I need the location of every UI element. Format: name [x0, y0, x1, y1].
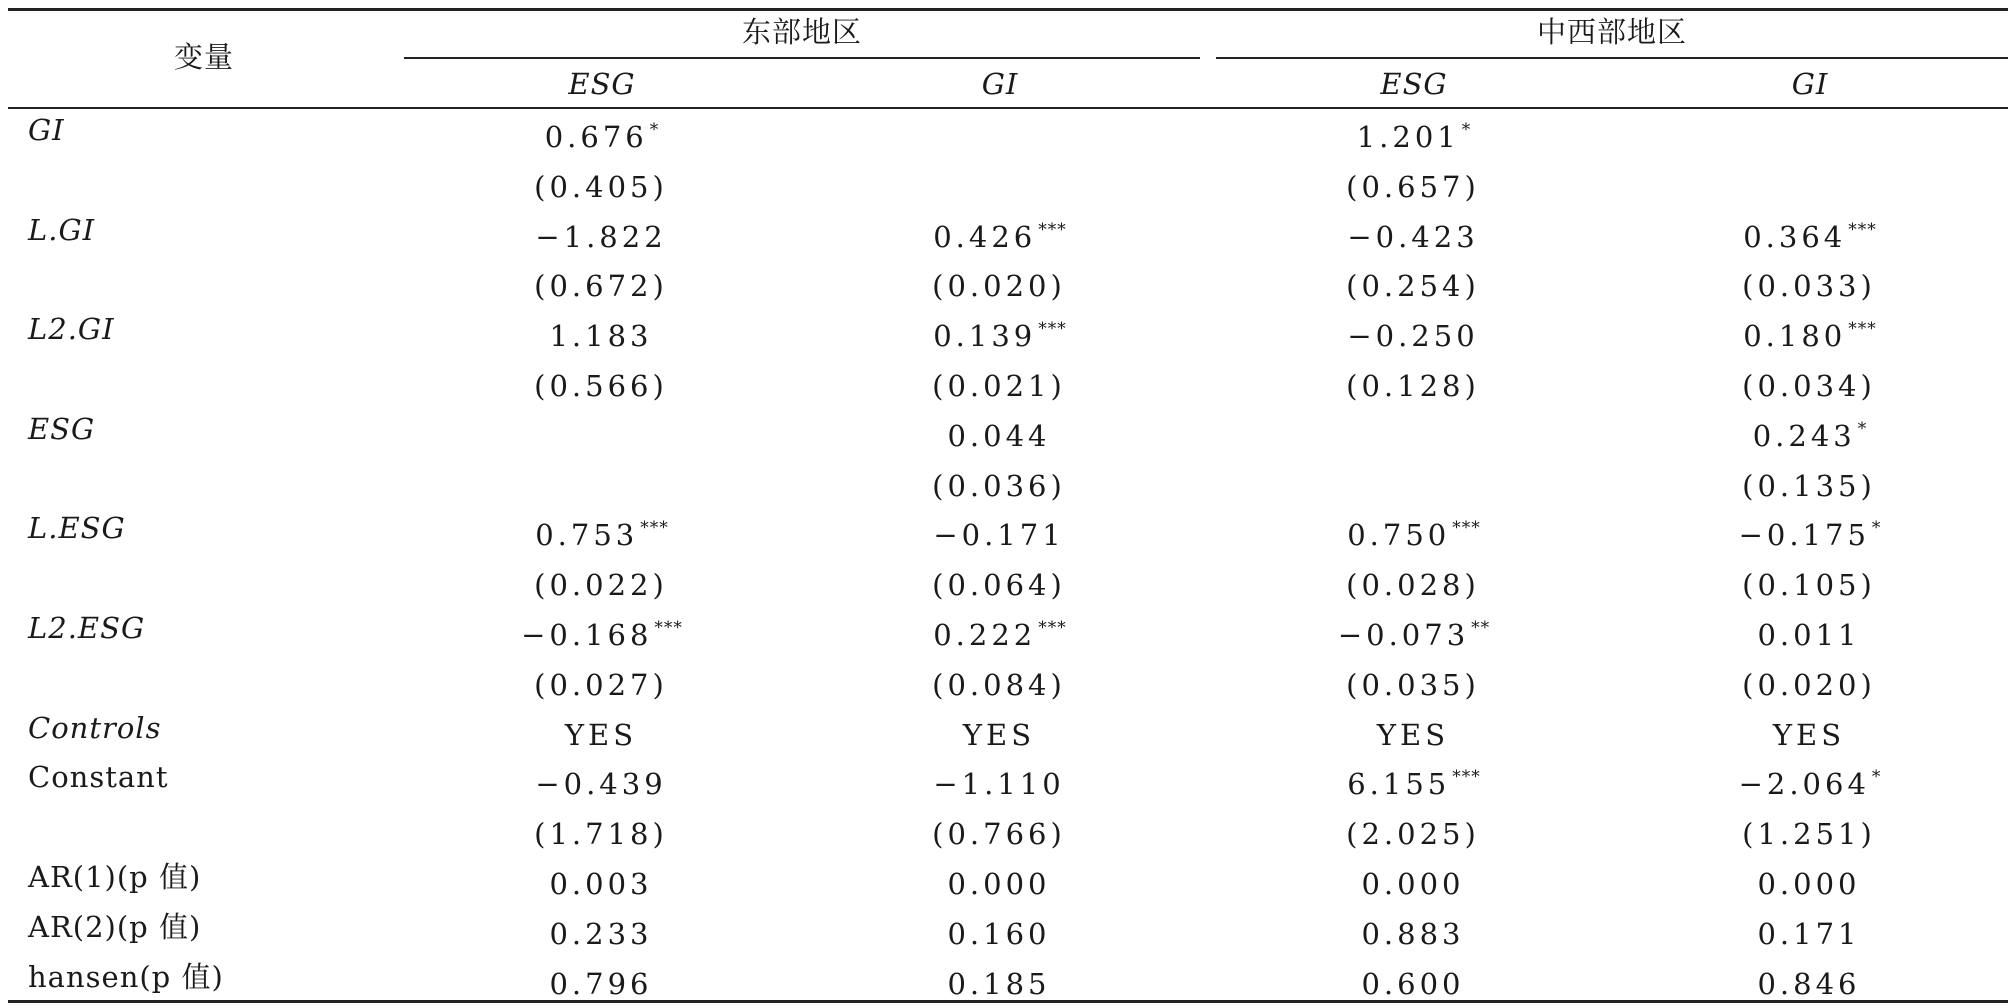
significance-stars: *** — [654, 618, 683, 638]
significance-stars: * — [1871, 518, 1882, 538]
row-label: L.ESG — [28, 511, 126, 545]
cell-gi-central-west — [1757, 611, 1862, 652]
cell-esg-east — [534, 661, 670, 702]
cell-gi-central-west — [1743, 213, 1877, 254]
cell-value: 0.000 — [947, 867, 1051, 901]
cell-esg-central-west — [1346, 163, 1482, 204]
cell-gi-central-west — [1757, 960, 1862, 1001]
cell-gi-east — [932, 661, 1068, 702]
cell-gi-east — [947, 860, 1052, 901]
cell-gi-east — [932, 262, 1068, 303]
cell-value: −0.073 — [1337, 618, 1470, 652]
subheader-gi-east: GI — [981, 67, 1019, 101]
significance-stars: *** — [640, 518, 669, 538]
cell-gi-central-west — [1743, 312, 1877, 353]
cell-value: (0.135) — [1742, 469, 1876, 503]
significance-stars: *** — [1038, 618, 1067, 638]
cell-gi-central-west — [1742, 462, 1878, 503]
cell-value: (2.025) — [1346, 817, 1480, 851]
cell-value: (0.021) — [932, 369, 1066, 403]
row-label: GI — [28, 113, 65, 147]
cell-value: (0.105) — [1742, 568, 1876, 602]
cell-gi-east — [932, 462, 1068, 503]
cell-gi-east — [947, 412, 1052, 453]
cell-esg-east — [601, 412, 603, 453]
cell-value: YES — [962, 718, 1036, 752]
row-label: AR(2)(p 值) — [28, 910, 202, 944]
cell-esg-central-west — [1413, 462, 1415, 503]
table-header-rule — [8, 107, 2008, 109]
cell-esg-central-west — [1338, 611, 1490, 652]
cell-value: 0.044 — [947, 419, 1051, 453]
cell-value: 0.139 — [933, 319, 1037, 353]
row-label: L2.ESG — [28, 611, 146, 645]
cell-value: (0.064) — [932, 568, 1066, 602]
cell-esg-central-west — [1346, 362, 1482, 403]
cell-value: 0.426 — [933, 220, 1037, 254]
cell-gi-east — [999, 113, 1001, 154]
cell-esg-central-west — [1347, 213, 1480, 254]
cell-value: 0.243 — [1752, 419, 1856, 453]
significance-stars: * — [1871, 767, 1882, 787]
cell-gi-central-west — [1742, 561, 1878, 602]
cell-gi-central-west — [1739, 760, 1882, 801]
cell-esg-east — [601, 462, 603, 503]
row-label: hansen(p 值) — [28, 960, 224, 994]
cell-gi-central-west — [1757, 860, 1862, 901]
corner-label: 变量 — [173, 40, 235, 74]
cell-gi-east — [999, 163, 1001, 204]
cell-esg-east — [534, 163, 670, 204]
cell-value: (0.020) — [932, 269, 1066, 303]
cell-gi-central-west — [1757, 910, 1862, 951]
cell-value: 0.180 — [1743, 319, 1847, 353]
cell-gi-central-west — [1742, 810, 1878, 851]
significance-stars: * — [1857, 419, 1868, 439]
cell-value: 0.185 — [947, 967, 1051, 1001]
cell-value: (0.020) — [1742, 668, 1876, 702]
cell-esg-east — [549, 960, 654, 1001]
table-top-rule — [8, 8, 2008, 11]
cell-esg-central-west — [1361, 860, 1466, 901]
cell-esg-east — [521, 611, 683, 652]
cell-gi-central-west — [1742, 661, 1878, 702]
subheader-gi-central-west: GI — [1791, 67, 1829, 101]
cell-value: 0.011 — [1757, 618, 1861, 652]
cell-value: −0.168 — [521, 618, 653, 652]
cell-esg-central-west — [1346, 661, 1482, 702]
significance-stars: *** — [1452, 767, 1481, 787]
cell-gi-central-west — [1773, 711, 1847, 752]
group-underline-east — [404, 57, 1200, 59]
cell-gi-central-west — [1809, 163, 1811, 204]
group-underline-central-west — [1216, 57, 2008, 59]
cell-value: (0.028) — [1346, 568, 1480, 602]
row-label: L2.GI — [28, 312, 115, 346]
cell-value: −0.439 — [535, 767, 667, 801]
cell-gi-east — [933, 511, 1066, 552]
cell-esg-east — [549, 312, 654, 353]
cell-value: (0.254) — [1346, 269, 1480, 303]
significance-stars: *** — [1038, 220, 1067, 240]
cell-esg-east — [534, 810, 670, 851]
cell-value: (0.405) — [534, 170, 668, 204]
cell-value: 0.846 — [1757, 967, 1861, 1001]
cell-value: 0.364 — [1743, 220, 1847, 254]
cell-esg-east — [535, 760, 668, 801]
cell-esg-central-west — [1357, 113, 1472, 154]
cell-esg-central-west — [1377, 711, 1451, 752]
cell-gi-central-west — [1739, 511, 1882, 552]
cell-value: 0.883 — [1361, 917, 1465, 951]
cell-gi-east — [933, 213, 1067, 254]
cell-value: 0.000 — [1361, 867, 1465, 901]
cell-gi-central-west — [1742, 362, 1878, 403]
cell-value: 1.201 — [1356, 120, 1460, 154]
cell-gi-east — [963, 711, 1037, 752]
cell-value: 0.160 — [947, 917, 1051, 951]
cell-esg-central-west — [1346, 262, 1482, 303]
cell-value: 0.000 — [1757, 867, 1861, 901]
cell-esg-central-west — [1346, 561, 1482, 602]
cell-esg-east — [535, 511, 669, 552]
cell-value: (1.718) — [534, 817, 668, 851]
cell-value: 0.222 — [933, 618, 1037, 652]
cell-esg-east — [549, 860, 654, 901]
row-label: AR(1)(p 值) — [28, 860, 202, 894]
cell-value: 0.676 — [544, 120, 648, 154]
cell-gi-central-west — [1742, 262, 1878, 303]
row-label: Constant — [28, 760, 169, 794]
cell-value: 0.600 — [1361, 967, 1465, 1001]
cell-gi-east — [947, 960, 1052, 1001]
significance-stars: *** — [1452, 518, 1481, 538]
cell-value: −1.822 — [535, 220, 667, 254]
cell-gi-east — [933, 312, 1067, 353]
cell-value: 0.750 — [1347, 518, 1451, 552]
cell-value: −0.175 — [1738, 518, 1870, 552]
cell-value: −0.423 — [1347, 220, 1479, 254]
cell-gi-east — [933, 611, 1067, 652]
significance-stars: *** — [1038, 319, 1067, 339]
group-header-central-west: 中西部地区 — [1536, 15, 1688, 49]
significance-stars: *** — [1848, 319, 1877, 339]
cell-gi-central-west — [1809, 113, 1811, 154]
cell-esg-east — [565, 711, 639, 752]
cell-value: (0.566) — [534, 369, 668, 403]
cell-value: 0.233 — [549, 917, 653, 951]
cell-value: −2.064 — [1738, 767, 1870, 801]
cell-value: −0.250 — [1347, 319, 1479, 353]
significance-stars: * — [649, 120, 660, 140]
group-header-east: 东部地区 — [741, 15, 863, 49]
significance-stars: ** — [1471, 618, 1491, 638]
row-label: L.GI — [28, 213, 96, 247]
cell-esg-central-west — [1361, 910, 1466, 951]
cell-gi-east — [947, 910, 1052, 951]
cell-gi-east — [932, 362, 1068, 403]
cell-gi-east — [932, 810, 1068, 851]
cell-value: (0.034) — [1742, 369, 1876, 403]
significance-stars: *** — [1848, 220, 1877, 240]
row-label: Controls — [28, 711, 162, 745]
cell-value: YES — [1376, 718, 1450, 752]
cell-gi-east — [933, 760, 1066, 801]
row-label: ESG — [28, 412, 96, 446]
cell-esg-central-west — [1361, 960, 1466, 1001]
cell-esg-east — [534, 262, 670, 303]
cell-value: (0.657) — [1346, 170, 1480, 204]
cell-value: (0.035) — [1346, 668, 1480, 702]
cell-value: −1.110 — [933, 767, 1065, 801]
cell-value: (0.022) — [534, 568, 668, 602]
cell-esg-central-west — [1346, 810, 1482, 851]
cell-esg-central-west — [1347, 511, 1481, 552]
subheader-esg-central-west: ESG — [1380, 67, 1448, 101]
cell-value: −0.171 — [933, 518, 1065, 552]
cell-esg-east — [535, 213, 668, 254]
cell-esg-central-west — [1347, 312, 1480, 353]
cell-value: (0.033) — [1742, 269, 1876, 303]
cell-gi-central-west — [1753, 412, 1868, 453]
cell-value: 0.796 — [549, 967, 653, 1001]
subheader-esg-east: ESG — [568, 67, 636, 101]
cell-value: (0.128) — [1346, 369, 1480, 403]
cell-esg-east — [534, 362, 670, 403]
cell-esg-central-west — [1347, 760, 1481, 801]
cell-value: 0.171 — [1757, 917, 1861, 951]
cell-esg-east — [545, 113, 660, 154]
cell-value: YES — [564, 718, 638, 752]
cell-esg-east — [534, 561, 670, 602]
cell-value: (0.027) — [534, 668, 668, 702]
cell-value: (1.251) — [1742, 817, 1876, 851]
cell-value: (0.766) — [932, 817, 1066, 851]
significance-stars: * — [1461, 120, 1472, 140]
cell-esg-central-west — [1413, 412, 1415, 453]
cell-esg-east — [549, 910, 654, 951]
cell-value: 6.155 — [1347, 767, 1451, 801]
cell-value: 1.183 — [549, 319, 653, 353]
cell-value: (0.672) — [534, 269, 668, 303]
cell-value: YES — [1772, 718, 1846, 752]
cell-gi-east — [932, 561, 1068, 602]
cell-value: 0.753 — [535, 518, 639, 552]
cell-value: 0.003 — [549, 867, 653, 901]
cell-value: (0.036) — [932, 469, 1066, 503]
cell-value: (0.084) — [932, 668, 1066, 702]
